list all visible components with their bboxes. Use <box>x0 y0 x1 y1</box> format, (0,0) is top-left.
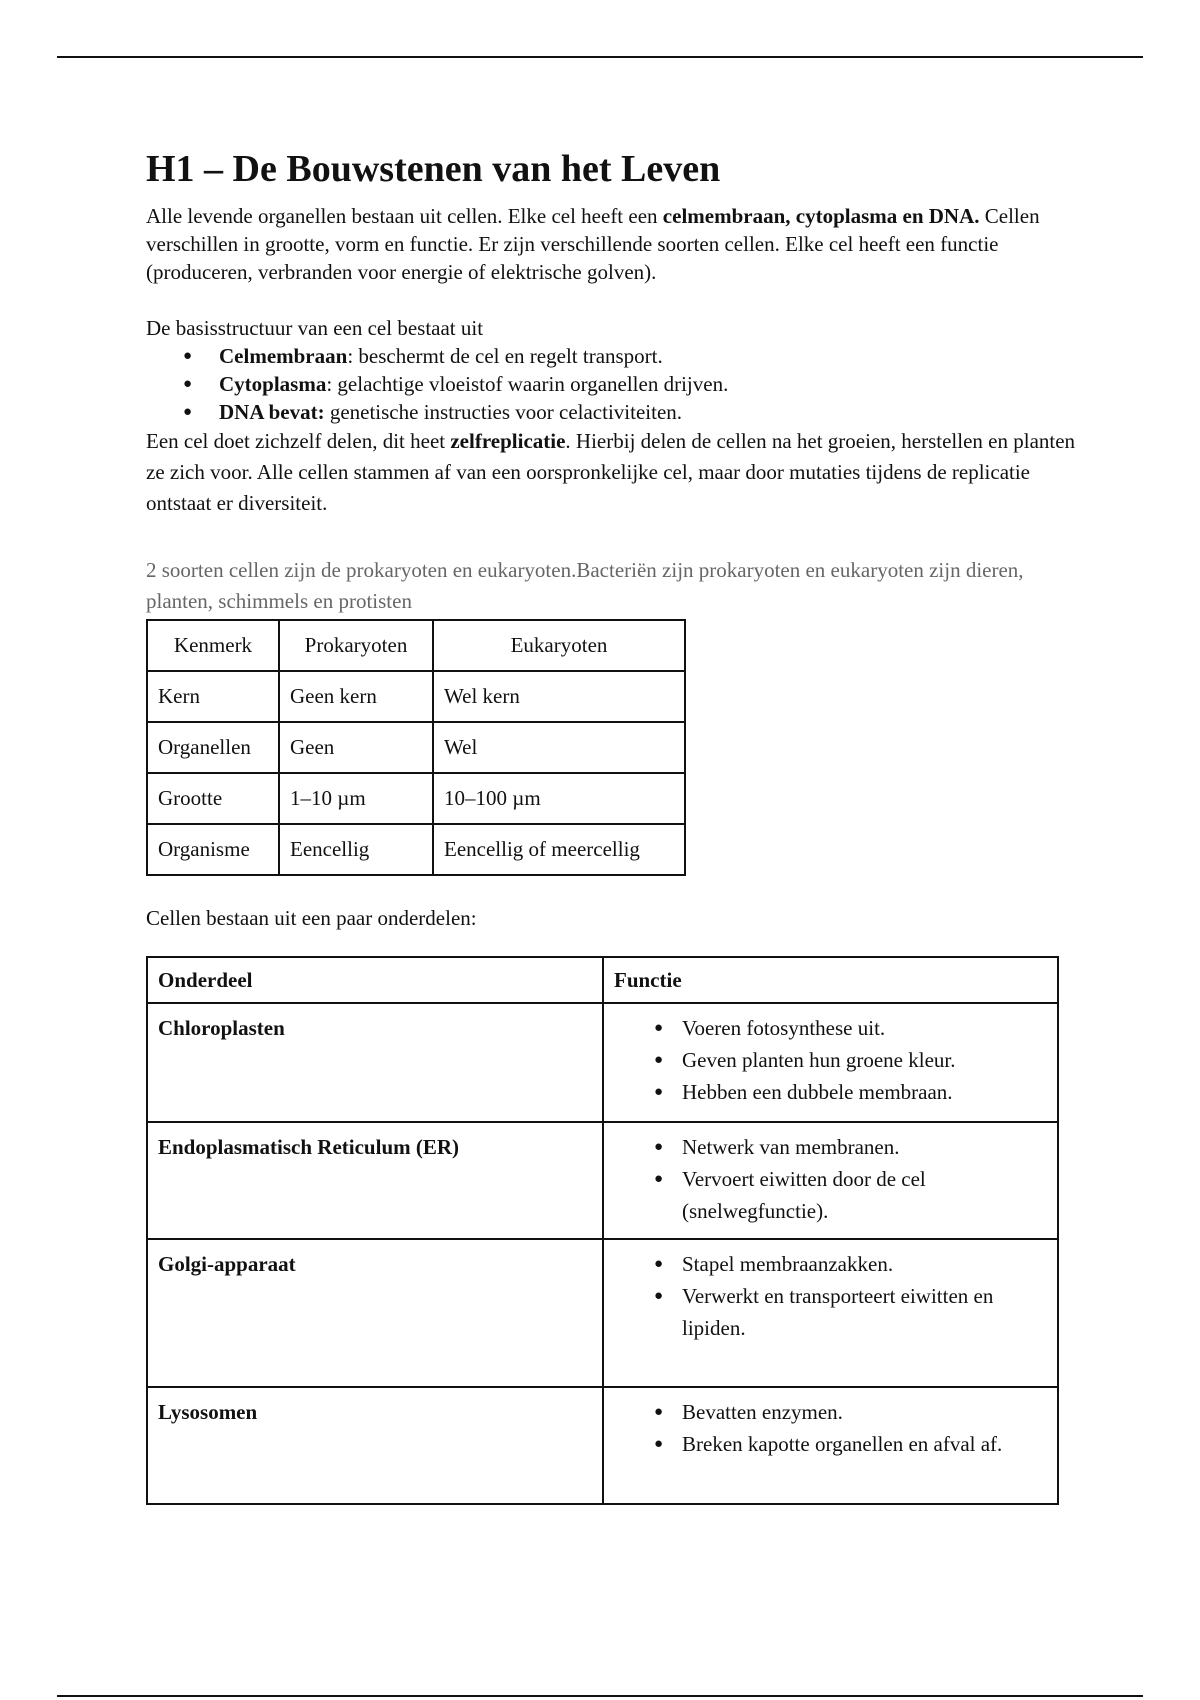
table-cell: Geen kern <box>279 671 433 722</box>
table-header-cell: Eukaryoten <box>433 620 685 671</box>
intro-paragraph <box>146 202 1076 286</box>
table-cell: Grootte <box>147 773 279 824</box>
table-row <box>147 671 685 722</box>
function-list <box>614 1131 1047 1227</box>
table-header-row <box>147 957 1058 1003</box>
page-title: H1 – De Bouwstenen van het Leven <box>146 148 721 190</box>
table-header-cell: Onderdeel <box>147 957 603 1003</box>
part-name: Endoplasmatisch Reticulum (ER) <box>147 1122 603 1239</box>
table-header-row <box>147 620 685 671</box>
table-cell: Wel kern <box>433 671 685 722</box>
part-functions <box>603 1122 1058 1239</box>
list-item <box>183 342 1076 370</box>
list-item: ● Stapel membraanzakken. <box>654 1248 1047 1280</box>
list-item-text: genetische instructies voor celactiviteiten. <box>324 400 683 424</box>
table-row <box>147 773 685 824</box>
document-body <box>146 140 1076 1505</box>
table-row <box>147 1387 1058 1504</box>
list-item-term: DNA bevat: <box>219 400 325 424</box>
intro-bold: celmembraan, cytoplasma en DNA. <box>662 204 980 228</box>
parts-intro: Cellen bestaan uit een paar onderdelen: <box>146 906 477 930</box>
table-header-cell: Functie <box>603 957 1058 1003</box>
intro-text-2: Cellen verschillen in grootte, vorm en functie. Er zijn verschillende soorten cellen. Elke cel heeft een functie (produceren, verbranden voor energie of elektrische golven). <box>146 204 1040 284</box>
list-item-text: : beschermt de cel en regelt transport. <box>347 344 663 368</box>
types-intro: 2 soorten cellen zijn de prokaryoten en eukaryoten.Bacteriën zijn prokaryoten en eukaryoten zijn dieren, planten, schimmels en protisten <box>146 558 1024 613</box>
intro-text-1: Alle levende organellen bestaan uit cellen. Elke cel heeft een <box>146 204 663 228</box>
replication-bold: zelfreplicatie <box>450 429 566 453</box>
list-item-term: Celmembraan <box>219 344 348 368</box>
table-cell: Organisme <box>147 824 279 875</box>
list-item: ● Geven planten hun groene kleur. <box>654 1044 1047 1076</box>
function-list <box>614 1248 1047 1344</box>
function-list <box>614 1396 1047 1460</box>
compare-table <box>146 619 686 876</box>
table-cell: Wel <box>433 722 685 773</box>
part-name: Golgi-apparaat <box>147 1239 603 1387</box>
table-cell: 1–10 µm <box>279 773 433 824</box>
table-row <box>147 824 685 875</box>
table-cell: Kern <box>147 671 279 722</box>
parts-table <box>146 956 1059 1505</box>
list-item <box>183 398 1076 426</box>
top-rule <box>57 56 1143 58</box>
bottom-rule <box>57 1695 1143 1697</box>
part-functions <box>603 1003 1058 1122</box>
list-item: ● Bevatten enzymen. <box>654 1396 1047 1428</box>
table-header-cell: Prokaryoten <box>279 620 433 671</box>
list-item: ● Breken kapotte organellen en afval af. <box>654 1428 1047 1460</box>
replication-paragraph <box>146 426 1076 519</box>
table-header-cell: Kenmerk <box>147 620 279 671</box>
part-functions <box>603 1239 1058 1387</box>
table-cell: Organellen <box>147 722 279 773</box>
structure-list <box>146 342 1076 426</box>
list-item-text: : gelachtige vloeistof waarin organellen drijven. <box>326 372 729 396</box>
table-cell: Eencellig of meercellig <box>433 824 685 875</box>
list-item: ● Verwerkt en transporteert eiwitten en lipiden. <box>654 1280 1047 1344</box>
table-row <box>147 722 685 773</box>
replication-text-2: . Hierbij delen de cellen na het groeien, herstellen en planten ze zich voor. Alle cellen stammen af van een oorspronkelijke cel, maar door mutaties tijdens de replicatie ontstaat er diversiteit. <box>146 429 1076 515</box>
table-row <box>147 1239 1058 1387</box>
table-cell: 10–100 µm <box>433 773 685 824</box>
part-name: Lysosomen <box>147 1387 603 1504</box>
list-item: ● Vervoert eiwitten door de cel (snelwegfunctie). <box>654 1163 1047 1227</box>
replication-text-1: Een cel doet zichzelf delen, dit heet <box>146 429 451 453</box>
table-cell: Geen <box>279 722 433 773</box>
part-functions <box>603 1387 1058 1504</box>
table-row <box>147 1003 1058 1122</box>
table-row <box>147 1122 1058 1239</box>
list-item-term: Cytoplasma <box>219 372 327 396</box>
list-item: ● Hebben een dubbele membraan. <box>654 1076 1047 1108</box>
structure-lead: De basisstructuur van een cel bestaat uit <box>146 316 484 340</box>
list-item: ● Netwerk van membranen. <box>654 1131 1047 1163</box>
list-item: ● Voeren fotosynthese uit. <box>654 1012 1047 1044</box>
part-name: Chloroplasten <box>147 1003 603 1122</box>
table-cell: Eencellig <box>279 824 433 875</box>
function-list <box>614 1012 1047 1108</box>
list-item <box>183 370 1076 398</box>
